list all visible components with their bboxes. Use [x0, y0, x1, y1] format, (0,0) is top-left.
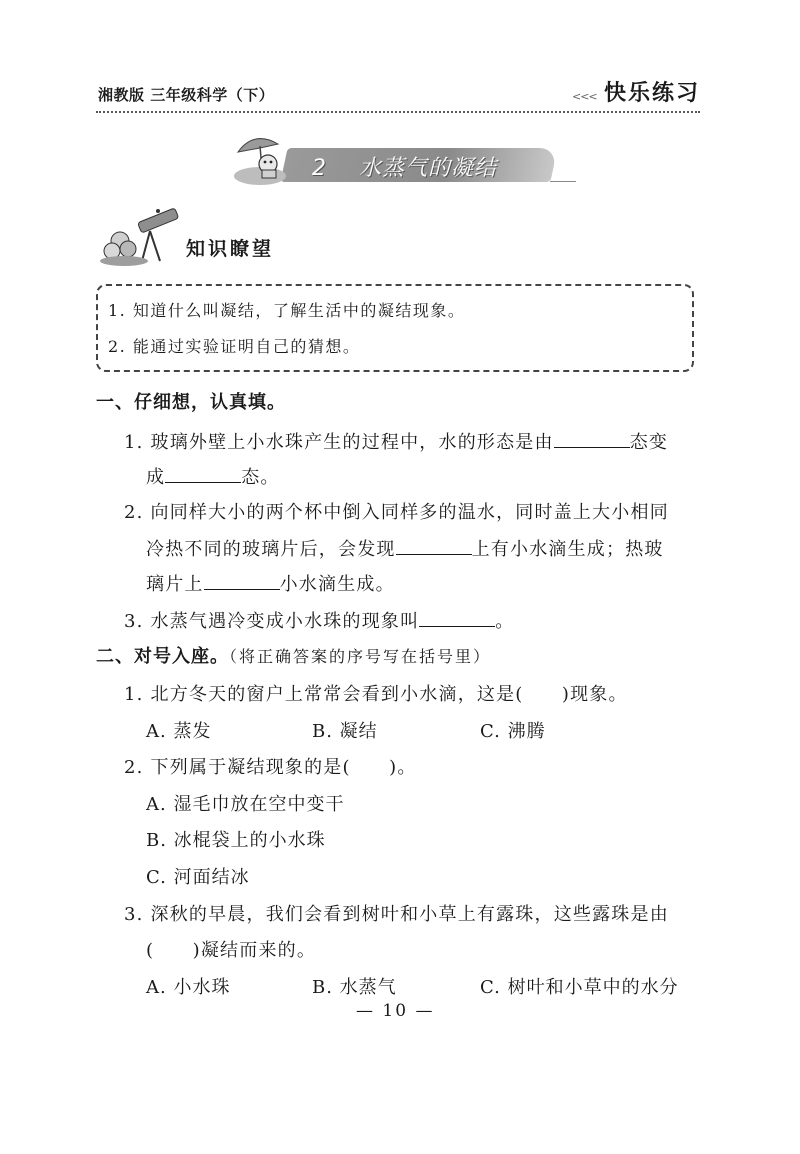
question-text: 3. 水蒸气遇冷变成小水珠的现象叫 — [124, 611, 420, 632]
choice-question-3-line-2: ( )凝结而来的。 — [146, 940, 317, 961]
question-1-line-1 — [124, 428, 668, 454]
question-text: 。 — [495, 611, 515, 632]
book-edition-label: 湘教版 三年级科学（下） — [98, 86, 275, 104]
section-fill-in-heading: 一、仔细想，认真填。 — [96, 392, 286, 413]
question-1-line-2 — [146, 463, 280, 489]
question-3-line-1 — [124, 607, 515, 633]
choice-question-3-line-1: 3. 深秋的早晨，我们会看到树叶和小草上有露珠，这些露珠是由 — [124, 904, 669, 925]
question-text: 1. 玻璃外壁上小水珠产生的过程中，水的形态是由 — [124, 432, 554, 453]
choice-option[interactable]: B. 冰棍袋上的小水珠 — [146, 830, 326, 851]
telescope-kids-icon — [98, 205, 186, 267]
choice-question-2: 2. 下列属于凝结现象的是( )。 — [124, 757, 417, 778]
objective-item: 2. 能通过实验证明自己的猜想。 — [108, 337, 361, 356]
section-title: 二、对号入座。 — [96, 646, 229, 667]
question-text: 小水滴生成。 — [279, 574, 395, 595]
choice-option[interactable]: A. 湿毛巾放在空中变干 — [146, 794, 345, 815]
choice-option[interactable]: C. 树叶和小草中的水分 — [480, 977, 679, 998]
header-chevrons: <<< — [572, 90, 597, 103]
lesson-number: 2 — [312, 156, 327, 181]
choice-option[interactable]: C. 河面结冰 — [146, 867, 250, 888]
question-text: 成 — [146, 467, 166, 488]
objective-item: 1. 知道什么叫凝结，了解生活中的凝结现象。 — [108, 301, 466, 320]
question-text: 上有小水滴生成；热玻 — [471, 539, 664, 560]
answer-blank[interactable] — [554, 429, 630, 448]
choice-option[interactable]: C. 沸腾 — [480, 721, 546, 742]
question-text: 态。 — [241, 467, 280, 488]
page-number: — 10 — — [356, 1001, 435, 1021]
lesson-title-banner — [232, 130, 562, 192]
cartoon-umbrella-icon — [232, 130, 302, 190]
lesson-name: 水蒸气的凝结 — [359, 156, 498, 181]
question-text: 璃片上 — [146, 574, 204, 595]
answer-blank[interactable] — [165, 464, 241, 483]
series-title: 快乐练习 — [603, 81, 700, 106]
choice-option[interactable]: A. 小水珠 — [146, 977, 231, 998]
lesson-title — [312, 151, 497, 182]
question-2-line-3 — [146, 570, 395, 596]
question-2-line-2 — [146, 535, 664, 561]
knowledge-section-label: 知识瞭望 — [186, 238, 275, 260]
answer-blank[interactable] — [204, 571, 280, 590]
choice-option[interactable]: B. 水蒸气 — [312, 977, 397, 998]
choice-question-1: 1. 北方冬天的窗户上常常会看到小水滴，这是( )现象。 — [124, 684, 628, 705]
answer-blank[interactable] — [396, 536, 472, 555]
choice-option[interactable]: B. 凝结 — [312, 721, 378, 742]
title-underline — [550, 181, 576, 182]
answer-blank[interactable] — [419, 608, 495, 627]
section-multiple-choice-heading — [96, 642, 491, 668]
header-divider — [96, 111, 700, 113]
choice-option[interactable]: A. 蒸发 — [146, 721, 212, 742]
question-2-line-1: 2. 向同样大小的两个杯中倒入同样多的温水，同时盖上大小相同 — [124, 502, 669, 523]
section-instruction: （将正确答案的序号写在括号里） — [229, 647, 492, 666]
question-text: 态变 — [629, 432, 669, 453]
question-text: 冷热不同的玻璃片后，会发现 — [146, 539, 396, 560]
